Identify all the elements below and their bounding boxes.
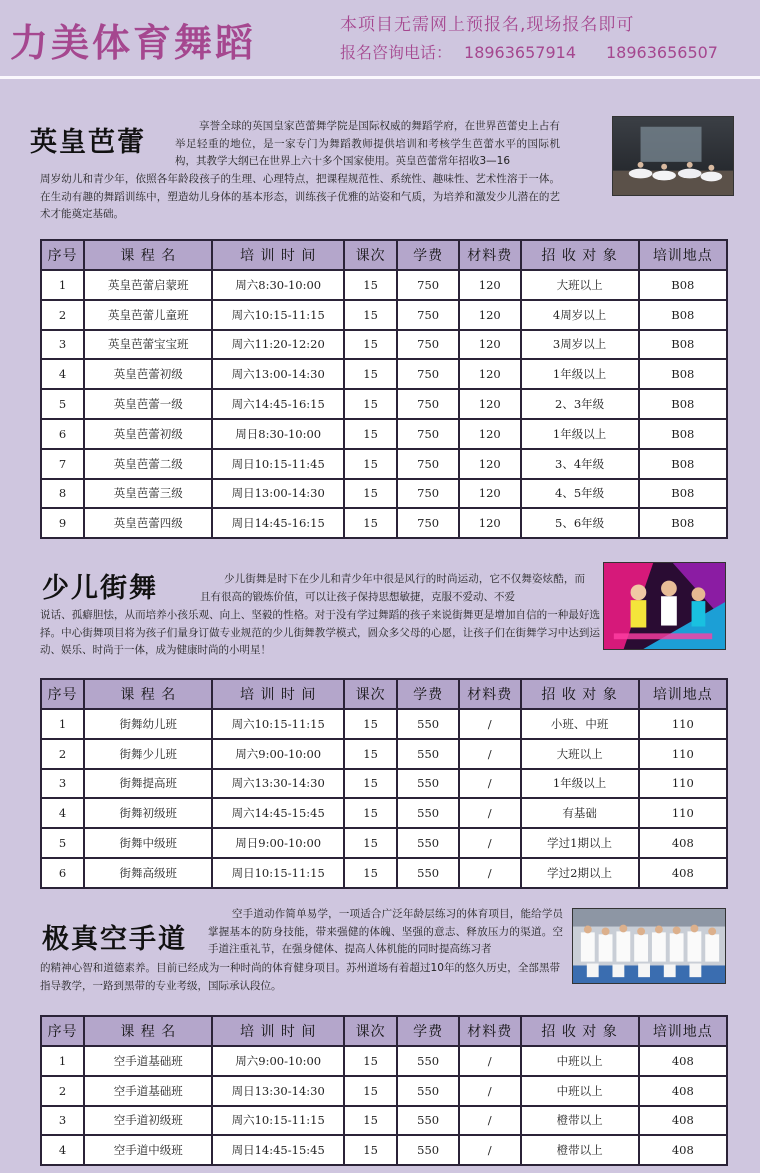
header-col-time: 培 训 时 间 bbox=[212, 1016, 343, 1046]
header-col-sessions: 课次 bbox=[344, 1016, 397, 1046]
cell-col-location: 408 bbox=[639, 1046, 727, 1076]
cell-col-index: 2 bbox=[41, 1076, 84, 1106]
cell-col-course-name: 空手道初级班 bbox=[84, 1106, 212, 1136]
cell-col-sessions: 15 bbox=[344, 1106, 397, 1136]
cell-col-index: 5 bbox=[41, 389, 84, 419]
ballet-intro-head: 享誉全球的英国皇家芭蕾舞学院是国际权威的舞蹈学府，在世界芭蕾史上占有举足轻重的地位，是一家专门为舞蹈教师提供培训和考核学生芭蕾水平的国际机构，其教学大纲已在世界上六十多个国家使用。英皇芭蕾常年招收3—16 bbox=[175, 120, 560, 167]
cell-col-fee: 550 bbox=[397, 798, 459, 828]
header-divider bbox=[0, 76, 760, 79]
cell-col-fee: 750 bbox=[397, 449, 459, 479]
cell-col-index: 6 bbox=[41, 419, 84, 449]
cell-col-audience: 小班、中班 bbox=[521, 709, 639, 739]
header-col-fee: 学费 bbox=[397, 240, 459, 270]
cell-col-location: 110 bbox=[639, 769, 727, 799]
table-row bbox=[41, 359, 727, 389]
cell-col-location: B08 bbox=[639, 508, 727, 538]
cell-col-time: 周六10:15-11:15 bbox=[212, 709, 343, 739]
cell-col-time: 周日8:30-10:00 bbox=[212, 419, 343, 449]
header-col-course-name: 课 程 名 bbox=[84, 1016, 212, 1046]
header-col-sessions: 课次 bbox=[344, 240, 397, 270]
cell-col-course-name: 英皇芭蕾儿童班 bbox=[84, 300, 212, 330]
cell-col-location: B08 bbox=[639, 449, 727, 479]
cell-col-sessions: 15 bbox=[344, 739, 397, 769]
cell-col-audience: 4、5年级 bbox=[521, 479, 639, 509]
table-row bbox=[41, 1135, 727, 1165]
table-row bbox=[41, 1076, 727, 1106]
cell-col-location: B08 bbox=[639, 300, 727, 330]
table-row bbox=[41, 709, 727, 739]
cell-col-time: 周日13:30-14:30 bbox=[212, 1076, 343, 1106]
header-col-course-name: 课 程 名 bbox=[84, 240, 212, 270]
cell-col-fee: 750 bbox=[397, 270, 459, 300]
cell-col-material-fee: / bbox=[459, 709, 521, 739]
cell-col-material-fee: / bbox=[459, 1135, 521, 1165]
cell-col-material-fee: / bbox=[459, 1076, 521, 1106]
cell-col-location: B08 bbox=[639, 270, 727, 300]
cell-col-fee: 550 bbox=[397, 769, 459, 799]
cell-col-sessions: 15 bbox=[344, 300, 397, 330]
cell-col-sessions: 15 bbox=[344, 270, 397, 300]
cell-col-fee: 550 bbox=[397, 828, 459, 858]
cell-col-material-fee: 120 bbox=[459, 419, 521, 449]
section-title-karate: 极真空手道 bbox=[42, 924, 187, 955]
street-dance-intro-body: 说话、孤癖胆怯，从而培养小孩乐观、向上、坚毅的性格。对于没有学过舞蹈的孩子来说街舞更是增加自信的一种最好选择。中心街舞项目将为孩子们量身订做专业规范的少儿街舞教学模式，圆众多父母的心愿，让孩子们在街舞学习中达到运动、娱乐、时尚于一体，成为健康时尚的小明星！ bbox=[40, 609, 600, 656]
cell-col-index: 2 bbox=[41, 300, 84, 330]
cell-col-course-name: 街舞幼儿班 bbox=[84, 709, 212, 739]
cell-col-material-fee: / bbox=[459, 858, 521, 888]
cell-col-material-fee: 120 bbox=[459, 359, 521, 389]
table-header-row bbox=[41, 1016, 727, 1046]
cell-col-material-fee: / bbox=[459, 739, 521, 769]
cell-col-location: 110 bbox=[639, 709, 727, 739]
cell-col-audience: 4周岁以上 bbox=[521, 300, 639, 330]
cell-col-audience: 2、3年级 bbox=[521, 389, 639, 419]
header-col-location: 培训地点 bbox=[639, 1016, 727, 1046]
cell-col-location: 408 bbox=[639, 828, 727, 858]
cell-col-material-fee: 120 bbox=[459, 508, 521, 538]
cell-col-material-fee: 120 bbox=[459, 389, 521, 419]
cell-col-time: 周日13:00-14:30 bbox=[212, 479, 343, 509]
table-row bbox=[41, 828, 727, 858]
cell-col-audience: 橙带以上 bbox=[521, 1135, 639, 1165]
table-row bbox=[41, 419, 727, 449]
table-row bbox=[41, 739, 727, 769]
cell-col-index: 5 bbox=[41, 828, 84, 858]
cell-col-sessions: 15 bbox=[344, 449, 397, 479]
cell-col-location: 408 bbox=[639, 858, 727, 888]
cell-col-time: 周六9:00-10:00 bbox=[212, 1046, 343, 1076]
header-col-index: 序号 bbox=[41, 240, 84, 270]
cell-col-time: 周日10:15-11:45 bbox=[212, 449, 343, 479]
cell-col-sessions: 15 bbox=[344, 798, 397, 828]
cell-col-location: B08 bbox=[639, 330, 727, 360]
cell-col-course-name: 街舞少儿班 bbox=[84, 739, 212, 769]
cell-col-course-name: 英皇芭蕾初级 bbox=[84, 419, 212, 449]
cell-col-audience: 3、4年级 bbox=[521, 449, 639, 479]
cell-col-index: 4 bbox=[41, 359, 84, 389]
cell-col-index: 7 bbox=[41, 449, 84, 479]
cell-col-audience: 中班以上 bbox=[521, 1076, 639, 1106]
street-dance-intro-head: 少儿街舞是时下在少儿和青少年中很是风行的时尚运动，它不仅舞姿炫酷，而且有很高的锻炼价值，可以让孩子保持思想敏捷，克服不爱动、不爱 bbox=[200, 573, 585, 603]
section-title-street-dance: 少儿街舞 bbox=[42, 573, 158, 604]
cell-col-course-name: 空手道基础班 bbox=[84, 1076, 212, 1106]
cell-col-time: 周日10:15-11:15 bbox=[212, 858, 343, 888]
header-col-audience: 招 收 对 象 bbox=[521, 1016, 639, 1046]
cell-col-sessions: 15 bbox=[344, 828, 397, 858]
header-col-index: 序号 bbox=[41, 679, 84, 709]
cell-col-time: 周六10:15-11:15 bbox=[212, 300, 343, 330]
cell-col-time: 周六14:45-16:15 bbox=[212, 389, 343, 419]
header-col-location: 培训地点 bbox=[639, 240, 727, 270]
cell-col-location: 110 bbox=[639, 798, 727, 828]
cell-col-sessions: 15 bbox=[344, 1135, 397, 1165]
karate-intro-body: 的精神心智和道德素养。目前已经成为一种时尚的体育健身项目。苏州道场有着超过10年的悠久历史，全部黑带指导教学，一路到黑带的专业考级，国际承认段位。 bbox=[40, 962, 560, 992]
cell-col-location: 408 bbox=[639, 1135, 727, 1165]
cell-col-audience: 中班以上 bbox=[521, 1046, 639, 1076]
ballet-photo bbox=[612, 116, 734, 196]
cell-col-course-name: 空手道基础班 bbox=[84, 1046, 212, 1076]
cell-col-course-name: 街舞中级班 bbox=[84, 828, 212, 858]
cell-col-fee: 550 bbox=[397, 739, 459, 769]
brand-title: 力美体育舞蹈 bbox=[10, 21, 257, 65]
cell-col-material-fee: 120 bbox=[459, 300, 521, 330]
cell-col-index: 6 bbox=[41, 858, 84, 888]
cell-col-course-name: 英皇芭蕾一级 bbox=[84, 389, 212, 419]
table-row bbox=[41, 1106, 727, 1136]
table-row bbox=[41, 449, 727, 479]
cell-col-audience: 学过2期以上 bbox=[521, 858, 639, 888]
cell-col-audience: 学过1期以上 bbox=[521, 828, 639, 858]
cell-col-index: 4 bbox=[41, 1135, 84, 1165]
cell-col-audience: 1年级以上 bbox=[521, 419, 639, 449]
table-row bbox=[41, 330, 727, 360]
cell-col-material-fee: / bbox=[459, 769, 521, 799]
cell-col-material-fee: 120 bbox=[459, 330, 521, 360]
cell-col-fee: 550 bbox=[397, 1076, 459, 1106]
cell-col-sessions: 15 bbox=[344, 709, 397, 739]
cell-col-fee: 750 bbox=[397, 389, 459, 419]
cell-col-course-name: 街舞高级班 bbox=[84, 858, 212, 888]
cell-col-fee: 550 bbox=[397, 858, 459, 888]
cell-col-time: 周六8:30-10:00 bbox=[212, 270, 343, 300]
table-row bbox=[41, 798, 727, 828]
phone-number-1: 18963657914 bbox=[464, 43, 576, 62]
street-dance-photo bbox=[603, 562, 726, 650]
cell-col-sessions: 15 bbox=[344, 858, 397, 888]
cell-col-location: B08 bbox=[639, 419, 727, 449]
cell-col-audience: 有基础 bbox=[521, 798, 639, 828]
cell-col-location: 408 bbox=[639, 1106, 727, 1136]
phone-label: 报名咨询电话： bbox=[340, 43, 453, 62]
karate-intro-head: 空手道动作简单易学，一项适合广泛年龄层练习的体育项目，能给学员掌握基本的防身技能，带来强健的体魄、坚强的意志、释放压力的渠道。空手道注重礼节，在强身健体、提高人体机能的同时提高练习者 bbox=[208, 908, 563, 955]
table-header-row bbox=[41, 240, 727, 270]
cell-col-fee: 550 bbox=[397, 1046, 459, 1076]
table-row bbox=[41, 389, 727, 419]
cell-col-course-name: 街舞初级班 bbox=[84, 798, 212, 828]
cell-col-index: 4 bbox=[41, 798, 84, 828]
cell-col-location: 408 bbox=[639, 1076, 727, 1106]
cell-col-sessions: 15 bbox=[344, 359, 397, 389]
table-row bbox=[41, 858, 727, 888]
phone-row bbox=[340, 40, 730, 63]
cell-col-location: B08 bbox=[639, 359, 727, 389]
phone-number-2: 18963656507 bbox=[606, 43, 718, 62]
cell-col-course-name: 空手道中级班 bbox=[84, 1135, 212, 1165]
cell-col-sessions: 15 bbox=[344, 1046, 397, 1076]
cell-col-index: 1 bbox=[41, 709, 84, 739]
header-col-index: 序号 bbox=[41, 1016, 84, 1046]
header-col-material-fee: 材料费 bbox=[459, 679, 521, 709]
cell-col-sessions: 15 bbox=[344, 1076, 397, 1106]
cell-col-time: 周六10:15-11:15 bbox=[212, 1106, 343, 1136]
table-row bbox=[41, 508, 727, 538]
table-row bbox=[41, 479, 727, 509]
cell-col-fee: 750 bbox=[397, 300, 459, 330]
cell-col-material-fee: / bbox=[459, 828, 521, 858]
cell-col-audience: 1年级以上 bbox=[521, 769, 639, 799]
cell-col-course-name: 街舞提高班 bbox=[84, 769, 212, 799]
cell-col-location: B08 bbox=[639, 389, 727, 419]
karate-photo bbox=[572, 908, 726, 984]
cell-col-index: 2 bbox=[41, 739, 84, 769]
cell-col-fee: 750 bbox=[397, 508, 459, 538]
cell-col-audience: 3周岁以上 bbox=[521, 330, 639, 360]
cell-col-fee: 750 bbox=[397, 330, 459, 360]
cell-col-index: 3 bbox=[41, 769, 84, 799]
cell-col-fee: 750 bbox=[397, 419, 459, 449]
cell-col-audience: 橙带以上 bbox=[521, 1106, 639, 1136]
cell-col-fee: 750 bbox=[397, 479, 459, 509]
cell-col-course-name: 英皇芭蕾三级 bbox=[84, 479, 212, 509]
header-col-sessions: 课次 bbox=[344, 679, 397, 709]
cell-col-sessions: 15 bbox=[344, 330, 397, 360]
cell-col-time: 周六13:30-14:30 bbox=[212, 769, 343, 799]
cell-col-material-fee: 120 bbox=[459, 270, 521, 300]
cell-col-material-fee: 120 bbox=[459, 479, 521, 509]
section-title-ballet: 英皇芭蕾 bbox=[30, 127, 146, 158]
cell-col-material-fee: / bbox=[459, 798, 521, 828]
cell-col-fee: 750 bbox=[397, 359, 459, 389]
cell-col-time: 周六9:00-10:00 bbox=[212, 739, 343, 769]
cell-col-sessions: 15 bbox=[344, 508, 397, 538]
header-col-material-fee: 材料费 bbox=[459, 240, 521, 270]
cell-col-time: 周六13:00-14:30 bbox=[212, 359, 343, 389]
registration-notice: 本项目无需网上预报名,现场报名即可 bbox=[340, 15, 635, 35]
cell-col-course-name: 英皇芭蕾启蒙班 bbox=[84, 270, 212, 300]
cell-col-fee: 550 bbox=[397, 709, 459, 739]
ballet-course-table bbox=[40, 239, 728, 539]
cell-col-material-fee: / bbox=[459, 1106, 521, 1136]
cell-col-course-name: 英皇芭蕾宝宝班 bbox=[84, 330, 212, 360]
cell-col-location: 110 bbox=[639, 739, 727, 769]
cell-col-sessions: 15 bbox=[344, 769, 397, 799]
street-dance-course-table bbox=[40, 678, 728, 889]
table-row bbox=[41, 769, 727, 799]
cell-col-audience: 1年级以上 bbox=[521, 359, 639, 389]
cell-col-audience: 大班以上 bbox=[521, 270, 639, 300]
header-col-material-fee: 材料费 bbox=[459, 1016, 521, 1046]
page-header bbox=[0, 0, 760, 70]
header-col-location: 培训地点 bbox=[639, 679, 727, 709]
header-col-time: 培 训 时 间 bbox=[212, 679, 343, 709]
cell-col-sessions: 15 bbox=[344, 419, 397, 449]
cell-col-location: B08 bbox=[639, 479, 727, 509]
cell-col-time: 周日9:00-10:00 bbox=[212, 828, 343, 858]
table-row bbox=[41, 1046, 727, 1076]
karate-course-table bbox=[40, 1015, 728, 1166]
header-col-time: 培 训 时 间 bbox=[212, 240, 343, 270]
cell-col-course-name: 英皇芭蕾四级 bbox=[84, 508, 212, 538]
table-header-row bbox=[41, 679, 727, 709]
cell-col-index: 8 bbox=[41, 479, 84, 509]
header-col-course-name: 课 程 名 bbox=[84, 679, 212, 709]
header-col-fee: 学费 bbox=[397, 679, 459, 709]
ballet-intro-body: 周岁幼儿和青少年，依照各年龄段孩子的生理、心理特点，把课程规范性、系统性、趣味性、艺术性溶于一体。在生动有趣的舞蹈训练中，塑造幼儿身体的基本形态，训练孩子优雅的站姿和气质，为培养和激发少儿潜在的艺术才能奠定基础。 bbox=[40, 173, 560, 220]
table-row bbox=[41, 300, 727, 330]
cell-col-fee: 550 bbox=[397, 1135, 459, 1165]
cell-col-sessions: 15 bbox=[344, 389, 397, 419]
cell-col-audience: 大班以上 bbox=[521, 739, 639, 769]
cell-col-time: 周六14:45-15:45 bbox=[212, 798, 343, 828]
cell-col-fee: 550 bbox=[397, 1106, 459, 1136]
cell-col-sessions: 15 bbox=[344, 479, 397, 509]
cell-col-time: 周六11:20-12:20 bbox=[212, 330, 343, 360]
cell-col-time: 周日14:45-15:45 bbox=[212, 1135, 343, 1165]
cell-col-audience: 5、6年级 bbox=[521, 508, 639, 538]
cell-col-index: 3 bbox=[41, 1106, 84, 1136]
cell-col-index: 1 bbox=[41, 1046, 84, 1076]
cell-col-material-fee: 120 bbox=[459, 449, 521, 479]
header-col-audience: 招 收 对 象 bbox=[521, 679, 639, 709]
cell-col-index: 1 bbox=[41, 270, 84, 300]
table-row bbox=[41, 270, 727, 300]
cell-col-index: 3 bbox=[41, 330, 84, 360]
cell-col-material-fee: / bbox=[459, 1046, 521, 1076]
cell-col-index: 9 bbox=[41, 508, 84, 538]
cell-col-course-name: 英皇芭蕾二级 bbox=[84, 449, 212, 479]
cell-col-time: 周日14:45-16:15 bbox=[212, 508, 343, 538]
header-col-audience: 招 收 对 象 bbox=[521, 240, 639, 270]
cell-col-course-name: 英皇芭蕾初级 bbox=[84, 359, 212, 389]
header-col-fee: 学费 bbox=[397, 1016, 459, 1046]
